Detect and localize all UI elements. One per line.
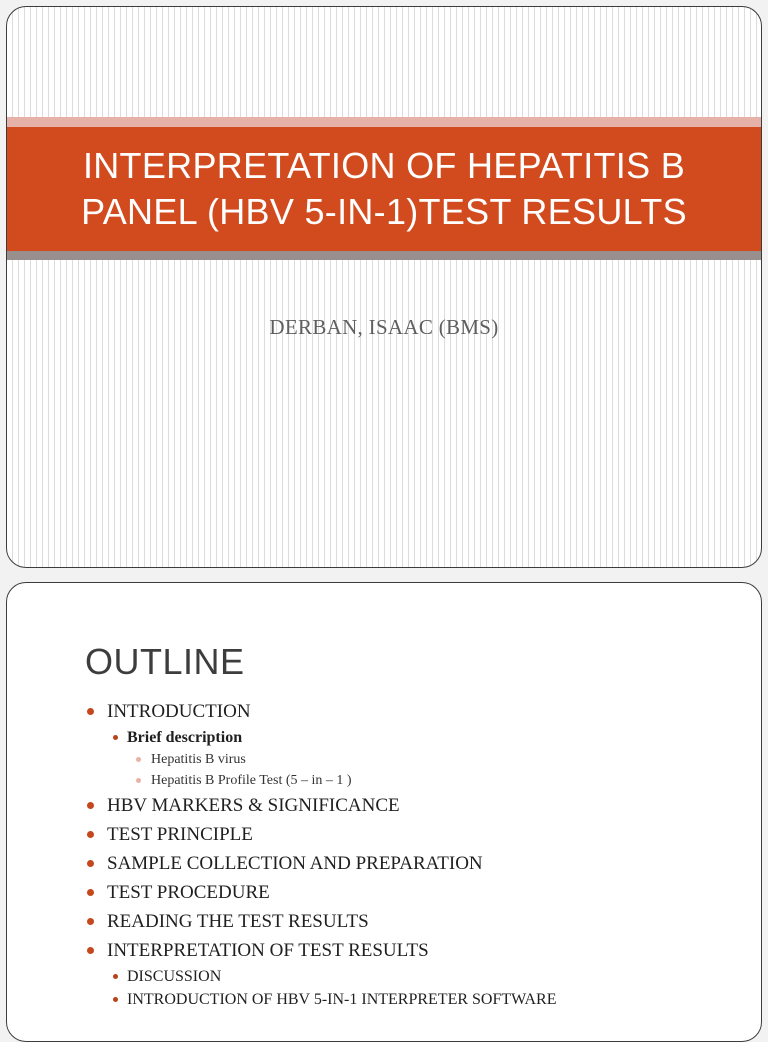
outline-list (85, 697, 745, 1011)
bullet-icon (136, 778, 141, 783)
author-subtitle: DERBAN, ISAAC (BMS) (269, 315, 499, 339)
bullet-icon (87, 889, 94, 896)
sub-list-item-label: INTRODUCTION OF HBV 5-IN-1 INTERPRETER SOFTWARE (127, 991, 557, 1008)
sub-sub-list-item (133, 770, 745, 791)
title-slide (6, 6, 762, 568)
list-item (85, 820, 745, 849)
sub-list-item (111, 988, 745, 1011)
list-item (85, 878, 745, 907)
sub-list (111, 726, 745, 791)
list-item (85, 907, 745, 936)
sub-sub-list (133, 749, 745, 791)
title-band (7, 127, 761, 251)
sub-list-item-label: Brief description (127, 729, 243, 746)
sub-sub-list-item-label: Hepatitis B virus (151, 752, 246, 767)
sub-list (111, 965, 745, 1011)
bullet-icon (87, 708, 94, 715)
bullet-icon (87, 947, 94, 954)
bullet-icon (113, 974, 118, 979)
bullet-icon (136, 757, 141, 762)
list-item (85, 791, 745, 820)
list-item-label: HBV MARKERS & SIGNIFICANCE (107, 795, 400, 816)
list-item (85, 936, 745, 1011)
sub-sub-list-item (133, 749, 745, 770)
list-item (85, 849, 745, 878)
bullet-icon (87, 831, 94, 838)
list-item-label: SAMPLE COLLECTION AND PREPARATION (107, 853, 483, 874)
bullet-icon (113, 997, 118, 1002)
title-band-top-accent (7, 117, 761, 127)
list-item-label: INTRODUCTION (107, 701, 251, 722)
sub-list-item-label: DISCUSSION (127, 968, 222, 985)
list-item-label: TEST PRINCIPLE (107, 824, 253, 845)
slide-title: INTERPRETATION OF HEPATITIS B PANEL (HBV 5-IN-1)TEST RESULTS (81, 145, 687, 232)
list-item (85, 697, 745, 791)
list-item-label: TEST PROCEDURE (107, 882, 270, 903)
sub-list-item (111, 965, 745, 988)
sub-list-item (111, 726, 745, 791)
list-item-label: READING THE TEST RESULTS (107, 911, 369, 932)
outline-title: OUTLINE (85, 641, 245, 682)
bullet-icon (87, 918, 94, 925)
bullet-icon (87, 860, 94, 867)
bullet-icon (87, 802, 94, 809)
list-item-label: INTERPRETATION OF TEST RESULTS (107, 940, 429, 961)
bullet-icon (113, 735, 118, 740)
outline-slide (6, 582, 762, 1042)
title-band-bottom-accent (7, 251, 761, 260)
sub-sub-list-item-label: Hepatitis B Profile Test (5 – in – 1 ) (151, 773, 352, 788)
